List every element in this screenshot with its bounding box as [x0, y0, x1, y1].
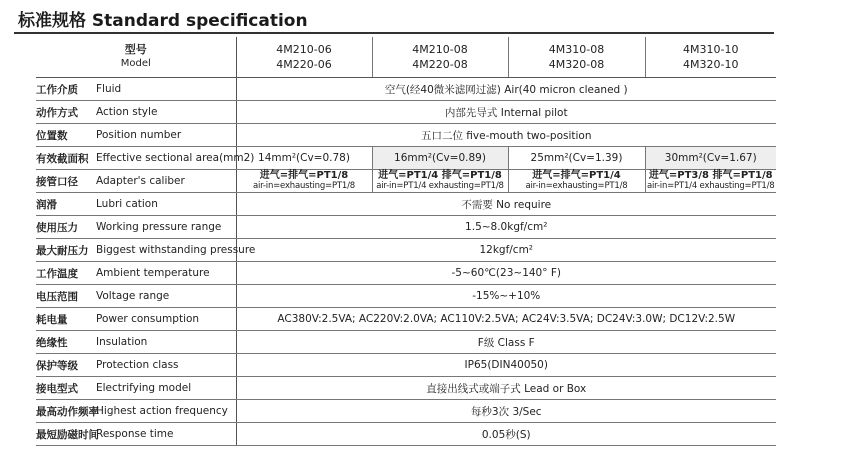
- electrify-value: 直接出线式或端子式 Lead or Box: [236, 377, 776, 400]
- table-row: 最大耐压力 Biggest withstanding pressure 12kgf/cm²: [36, 239, 776, 262]
- area-value-3: 25mm²(Cv=1.39): [508, 147, 645, 170]
- caliber-value-4: 进气=PT3/8 排气=PT1/8 air-in=PT1/4 exhausting=PT1/8: [647, 170, 775, 191]
- caliber-value-1: 进气=排气=PT1/8 air-in=exhausting=PT1/8: [236, 170, 372, 193]
- table-row: 电压范围 Voltage range -15%~+10%: [36, 285, 776, 308]
- page-title: 标准规格 Standard specification: [18, 11, 308, 31]
- model-header: [36, 37, 236, 78]
- table-row: 绝缘性 Insulation F级 Class F: [36, 331, 776, 354]
- table-header-row: [36, 37, 776, 78]
- response-value: 0.05秒(S): [236, 423, 776, 446]
- model-column-3: 4M310-08 4M320-08: [508, 37, 645, 78]
- spec-table: [36, 37, 776, 446]
- table-row: 工作温度 Ambient temperature -5~60℃(23~140° F): [36, 262, 776, 285]
- title-divider: [14, 32, 774, 34]
- model-label-en: Model: [120, 58, 151, 69]
- ambient-value: -5~60℃(23~140° F): [236, 262, 776, 285]
- power-value: AC380V:2.5VA; AC220V:2.0VA; AC110V:2.5VA; AC24V:3.5VA; DC24V:3.0W; DC12V:2.5W: [236, 308, 776, 331]
- area-value-1: 14mm²(Cv=0.78): [236, 147, 372, 170]
- table-row: 保护等级 Protection class IP65(DIN40050): [36, 354, 776, 377]
- protection-value: IP65(DIN40050): [236, 354, 776, 377]
- table-row: 接管口径 Adapter's caliber 进气=排气=PT1/8 air-in=exhausting=PT1/8 进气=PT1/4 排气=PT1/8 air-in=PT1/4 exhausting=PT1/8 进气=排气=PT1/4 air-in=exhausting=PT1/8 进气=PT3/8 排气=PT1/8 air-in=PT1/4 exhausting=PT1/8: [36, 170, 775, 191]
- table-row: 动作方式 Action style 内部先导式 Internal pilot: [36, 101, 776, 124]
- table-row: 耗电量 Power consumption AC380V:2.5VA; AC220V:2.0VA; AC110V:2.5VA; AC24V:3.5VA; DC24V:3.0W; DC12V:2.5W: [36, 308, 776, 331]
- table-row: 使用压力 Working pressure range 1.5~8.0kgf/cm²: [36, 216, 776, 239]
- biggest-value: 12kgf/cm²: [236, 239, 776, 262]
- pressure-value: 1.5~8.0kgf/cm²: [236, 216, 776, 239]
- table-row: 有效截面积 Effective sectional area(mm2) 14mm²(Cv=0.78) 16mm²(Cv=0.89) 25mm²(Cv=1.39) 30mm²(Cv=1.67): [36, 147, 776, 170]
- frequency-value: 每秒3次 3/Sec: [236, 400, 776, 423]
- table-row: 工作介质 Fluid 空气(经40微米滤网过滤) Air(40 micron cleaned ): [36, 78, 776, 101]
- caliber-value-2: 进气=PT1/4 排气=PT1/8 air-in=PT1/4 exhausting=PT1/8: [372, 170, 508, 193]
- area-value-2: 16mm²(Cv=0.89): [372, 147, 508, 170]
- table-row: 最高动作频率 Highest action frequency 每秒3次 3/Sec: [36, 400, 776, 423]
- table-row: 最短励磁时间 Response time 0.05秒(S): [36, 423, 776, 446]
- insulation-value: F级 Class F: [236, 331, 776, 354]
- table-row: 润滑 Lubri cation 不需要 No require: [36, 193, 776, 216]
- caliber-value-3: 进气=排气=PT1/4 air-in=exhausting=PT1/8: [508, 170, 645, 193]
- lubri-value: 不需要 No require: [236, 193, 776, 216]
- model-column-2: 4M210-08 4M220-08: [372, 37, 508, 78]
- position-value: 五口二位 five-mouth two-position: [236, 124, 776, 147]
- model-label-zh: 型号: [124, 43, 147, 56]
- voltage-value: -15%~+10%: [236, 285, 776, 308]
- action-value: 内部先导式 Internal pilot: [236, 101, 776, 124]
- fluid-value: 空气(经40微米滤网过滤) Air(40 micron cleaned ): [236, 78, 776, 101]
- table-row: 接电型式 Electrifying model 直接出线式或端子式 Lead or Box: [36, 377, 776, 400]
- model-column-1: 4M210-06 4M220-06: [236, 37, 372, 78]
- area-value-4: 30mm²(Cv=1.67): [645, 147, 776, 170]
- model-column-4: 4M310-10 4M320-10: [645, 37, 776, 78]
- table-row: 位置数 Position number 五口二位 five-mouth two-position: [36, 124, 776, 147]
